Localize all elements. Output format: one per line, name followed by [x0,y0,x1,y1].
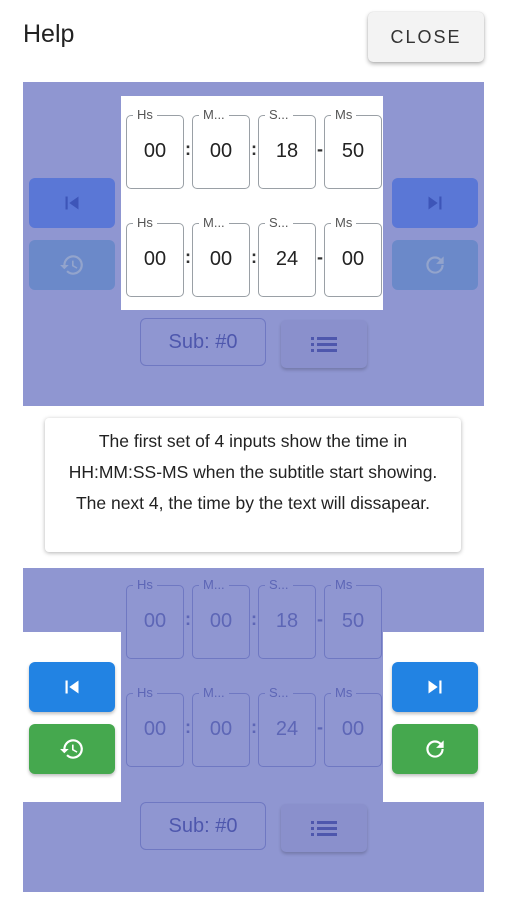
history-icon [59,736,85,762]
prev-subtitle-button[interactable] [29,662,115,712]
start-ms-field[interactable]: Ms 50 [324,115,382,189]
close-button[interactable]: CLOSE [368,12,484,62]
end-time-row: Hs 00 : M... 00 : S... 24 - Ms 00 [126,223,382,303]
list-icon [311,334,337,354]
subtitle-selector-button[interactable]: Sub: #0 [140,318,266,366]
end-time-row: Hs 00 : M... 00 : S... 24 - Ms 00 [126,693,382,773]
prev-subtitle-button[interactable] [29,178,115,228]
next-subtitle-button[interactable] [392,178,478,228]
start-seconds-field[interactable]: S... 18 [258,115,316,189]
rewind-button[interactable] [29,724,115,774]
dialog-title: Help [23,20,75,48]
start-time-row: Hs 00 : M... 00 : S... 18 - Ms 50 [126,585,382,665]
end-ms-field[interactable]: Ms 00 [324,223,382,297]
redo-icon [422,736,448,762]
next-subtitle-button[interactable] [392,662,478,712]
start-minutes-field[interactable]: M... 00 [192,115,250,189]
start-hours-field[interactable]: Hs 00 [126,115,184,189]
end-minutes-field[interactable]: M... 00 [192,223,250,297]
end-minutes-field[interactable]: M... 00 [192,693,250,767]
list-icon [311,818,337,838]
time-inputs [121,568,383,804]
start-minutes-field[interactable]: M... 00 [192,585,250,659]
end-seconds-field[interactable]: S... 24 [258,223,316,297]
start-hours-field[interactable]: Hs 00 [126,585,184,659]
help-step-navigation [23,568,484,892]
start-seconds-field[interactable]: S... 18 [258,585,316,659]
end-seconds-field[interactable]: S... 24 [258,693,316,767]
help-tooltip: The first set of 4 inputs show the time in HH:MM:SS-MS when the subtitle start showing. The next 4, the time by the text will dissapear. [45,418,461,552]
redo-icon [422,252,448,278]
end-hours-field[interactable]: Hs 00 [126,223,184,297]
skip-previous-icon [59,674,85,700]
help-step-time-inputs [23,82,484,406]
history-icon [59,252,85,278]
subtitle-selector-button[interactable]: Sub: #0 [140,802,266,850]
subtitle-list-button[interactable] [281,804,367,852]
skip-previous-icon [59,190,85,216]
skip-next-icon [422,190,448,216]
rewind-button[interactable] [29,240,115,290]
start-time-row: Hs 00 : M... 00 : S... 18 - Ms 50 [126,115,382,195]
start-ms-field[interactable]: Ms 50 [324,585,382,659]
forward-button[interactable] [392,724,478,774]
end-hours-field[interactable]: Hs 00 [126,693,184,767]
subtitle-list-button[interactable] [281,320,367,368]
end-ms-field[interactable]: Ms 00 [324,693,382,767]
time-inputs [121,96,383,310]
forward-button[interactable] [392,240,478,290]
skip-next-icon [422,674,448,700]
